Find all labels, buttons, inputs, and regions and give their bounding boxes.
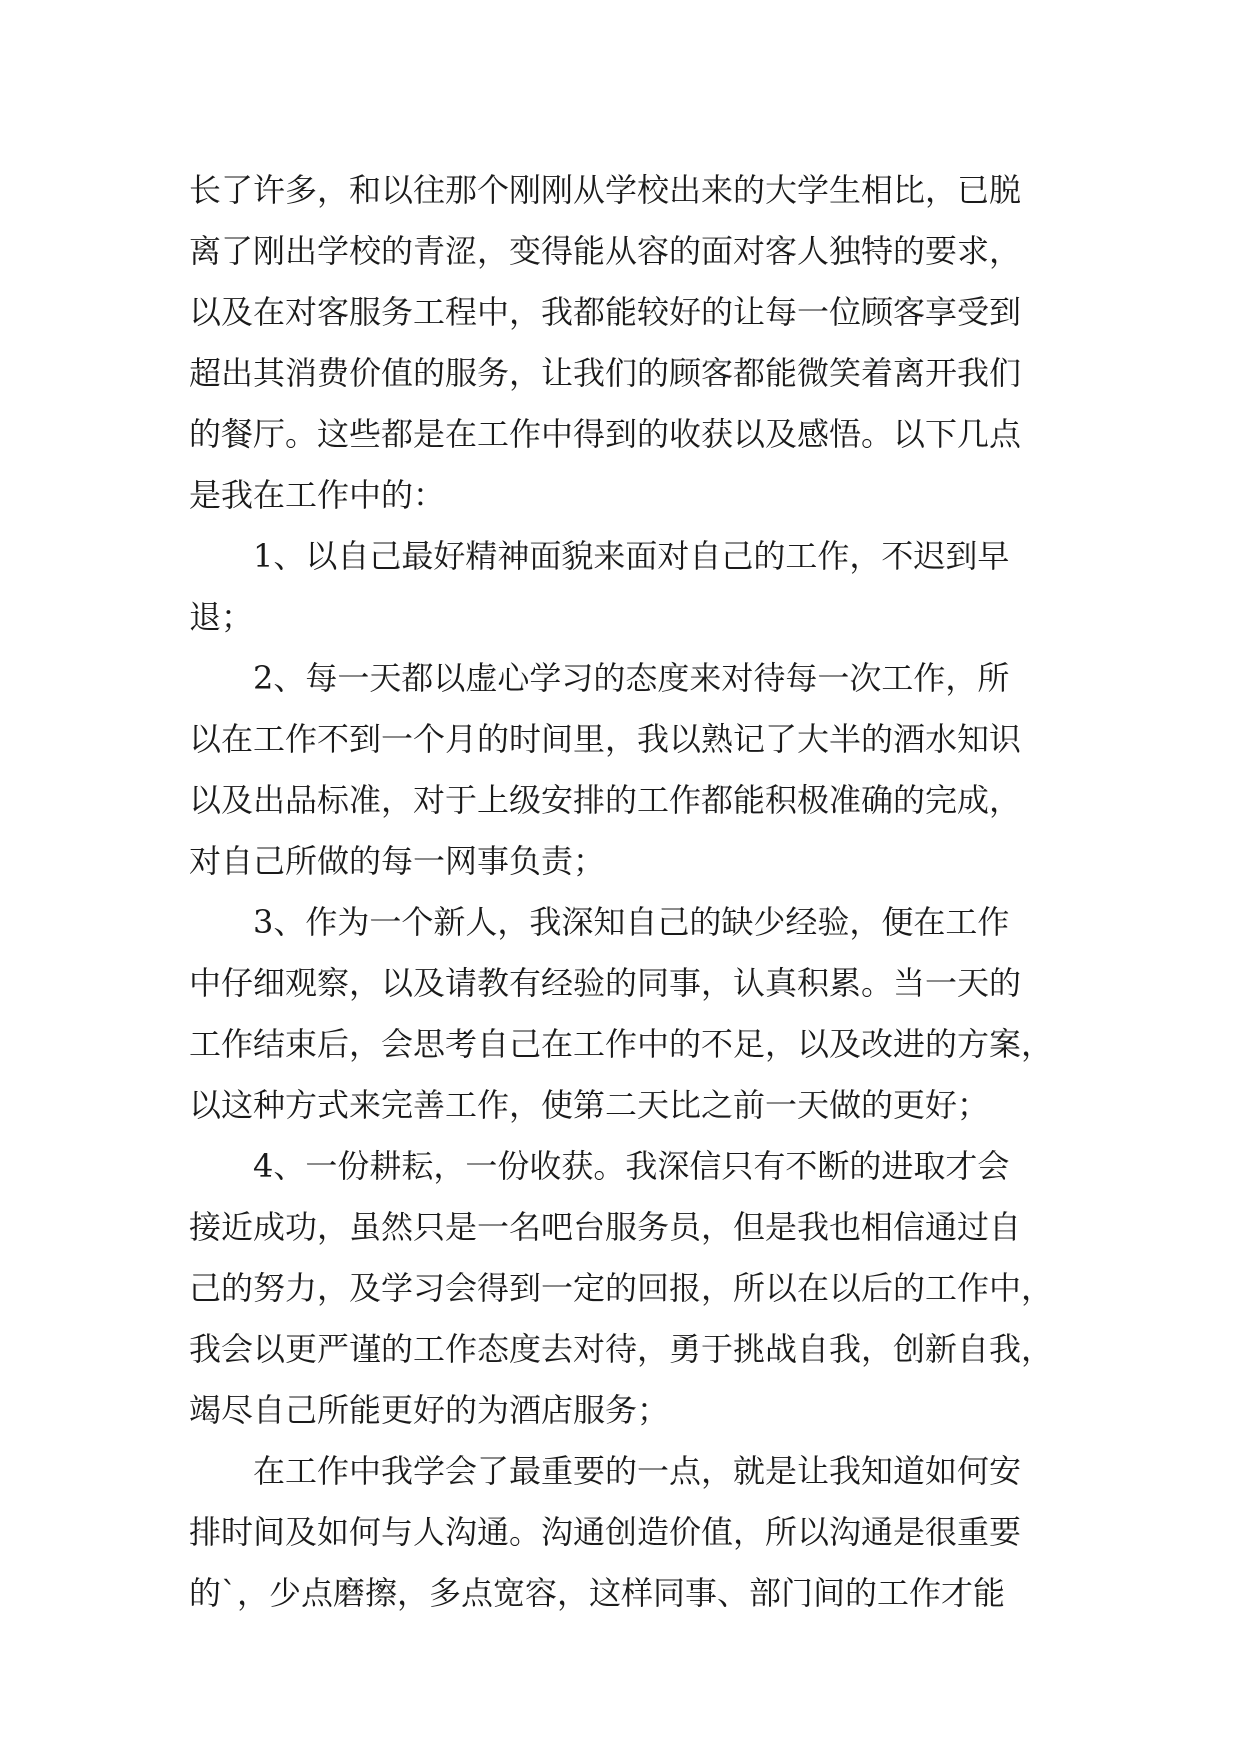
text-line: 退； <box>189 598 254 636</box>
text-line: 4、一份耕耘，一份收获。我深信只有不断的进取才会 <box>253 1147 1010 1185</box>
text-line: 是我在工作中的： <box>189 476 446 514</box>
text-line: 对自己所做的每一网事负责； <box>189 842 606 880</box>
text-line: 己的努力，及学习会得到一定的回报，所以在以后的工作中， <box>189 1269 1054 1307</box>
text-line: 以这种方式来完善工作，使第二天比之前一天做的更好； <box>189 1086 990 1124</box>
document-body <box>189 160 1059 1624</box>
text-line: 排时间及如何与人沟通。沟通创造价值，所以沟通是很重要 <box>189 1513 1022 1551</box>
text-line: 超出其消费价值的服务，让我们的顾客都能微笑着离开我们 <box>189 354 1022 392</box>
text-line: 长了许多，和以往那个刚刚从学校出来的大学生相比，已脱 <box>189 171 1022 209</box>
text-line: 接近成功，虽然只是一名吧台服务员，但是我也相信通过自 <box>189 1208 1022 1246</box>
text-line: 2、每一天都以虚心学习的态度来对待每一次工作，所 <box>253 659 1010 697</box>
text-line: 以在工作不到一个月的时间里，我以熟记了大半的酒水知识 <box>189 720 1022 758</box>
text-line: 以及出品标准，对于上级安排的工作都能积极准确的完成， <box>189 781 1022 819</box>
text-line: 的`，少点磨擦，多点宽容，这样同事、部门间的工作才能 <box>189 1574 1006 1612</box>
text-line: 1、以自己最好精神面貌来面对自己的工作，不迟到早 <box>253 537 1010 575</box>
text-line: 离了刚出学校的青涩，变得能从容的面对客人独特的要求， <box>189 232 1022 270</box>
text-line: 工作结束后，会思考自己在工作中的不足，以及改进的方案， <box>189 1025 1054 1063</box>
text-line: 3、作为一个新人，我深知自己的缺少经验，便在工作 <box>253 903 1010 941</box>
text-line: 在工作中我学会了最重要的一点，就是让我知道如何安 <box>253 1452 1022 1490</box>
text-line: 以及在对客服务工程中，我都能较好的让每一位顾客享受到 <box>189 293 1022 331</box>
text-line: 竭尽自己所能更好的为酒店服务； <box>189 1391 670 1429</box>
text-line: 中仔细观察，以及请教有经验的同事，认真积累。当一天的 <box>189 964 1022 1002</box>
text-line: 我会以更严谨的工作态度去对待，勇于挑战自我，创新自我， <box>189 1330 1054 1368</box>
text-line: 的餐厅。这些都是在工作中得到的收获以及感悟。以下几点 <box>189 415 1022 453</box>
